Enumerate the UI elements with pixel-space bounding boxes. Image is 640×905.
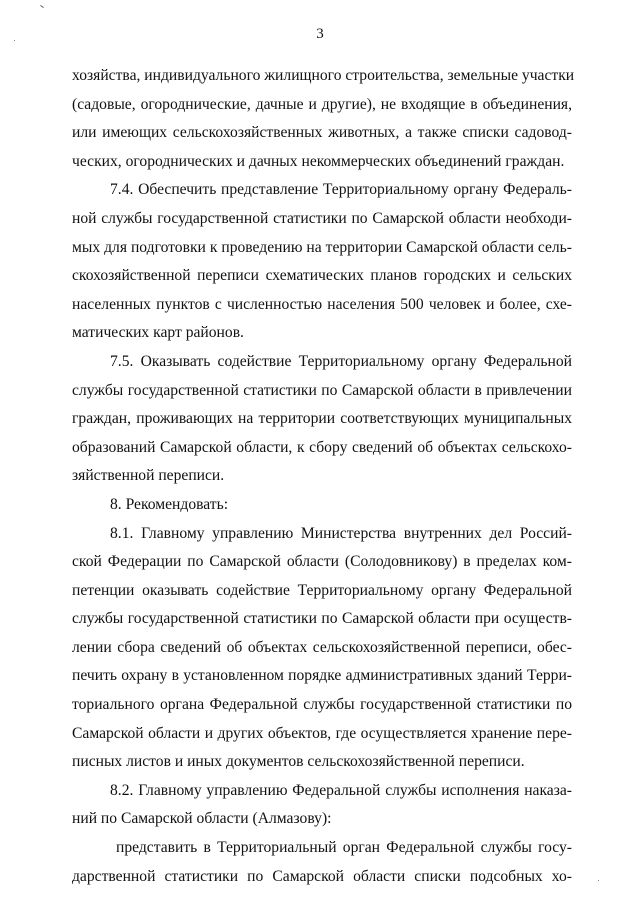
text-line: печить охрану в установленном порядке административных зданий Терри- <box>72 667 572 685</box>
text-line: хозяйства, индивидуального жилищного строительства, земельные участки <box>72 67 575 84</box>
text-line: населенных пунктов с численностью населения 500 человек и более, схе- <box>72 295 572 313</box>
paragraph-8-heading: 8. Рекомендовать: <box>110 495 229 513</box>
text-line: ториального органа Федеральной службы государственной статистики по <box>72 696 572 714</box>
text-line: образований Самарской области, к сбору сведений об объектах сельскохо- <box>72 438 572 456</box>
paragraph-8-2-sub-first-line: представить в Территориальный орган Федеральной службы госу- <box>116 839 572 857</box>
text-line: (садовые, огороднические, дачные и другие), не входящие в объединения, <box>72 95 572 113</box>
document-body <box>72 62 575 891</box>
scan-speck <box>40 5 44 8</box>
text-line: скохозяйственной переписи схематических планов городских и сельских <box>72 267 572 285</box>
text-line: дарственной статистики по Самарской области списки подсобных хо- <box>72 867 572 885</box>
text-line: ческих, огороднических и дачных некоммерческих объединений граждан. <box>72 152 565 170</box>
text-line: зяйственной переписи. <box>72 467 225 485</box>
text-line: мых для подготовки к проведению на территории Самарской области сель- <box>72 238 572 256</box>
text-line: лении сбора сведений об объектах сельскохозяйственной переписи, обес- <box>72 638 572 656</box>
text-line: службы государственной статистики по Самарской области при осуществ- <box>72 610 572 628</box>
text-line: ний по Самарской области (Алмазову): <box>72 810 332 828</box>
text-line: ной службы государственной статистики по Самарской области необходи- <box>72 209 572 227</box>
scan-speck <box>598 880 599 881</box>
paragraph-7-4-first-line: 7.4. Обеспечить представление Территориальному органу Федераль- <box>110 181 572 199</box>
paragraph-7-5-first-line: 7.5. Оказывать содействие Территориальному органу Федеральной <box>110 352 572 370</box>
page-number: 3 <box>316 26 324 42</box>
text-line: граждан, проживающих на территории соответствующих муниципальных <box>72 410 572 428</box>
text-line: матических карт районов. <box>72 324 244 342</box>
text-line: писных листов и иных документов сельскохозяйственной переписи. <box>72 753 525 771</box>
text-line: службы государственной статистики по Самарской области в привлечении <box>72 381 572 399</box>
text-line: ской Федерации по Самарской области (Солодовникову) в пределах ком- <box>72 553 572 571</box>
text-line: Самарской области и других объектов, где осуществляется хранение пере- <box>72 724 572 742</box>
text-line: или имеющих сельскохозяйственных животных, а также списки садовод- <box>72 124 572 142</box>
text-line: петенции оказывать содействие Территориальному органу Федеральной <box>72 581 572 599</box>
paragraph-8-2-first-line: 8.2. Главному управлению Федеральной службы исполнения наказа- <box>110 781 572 799</box>
paragraph-8-1-first-line: 8.1. Главному управлению Министерства внутренних дел Россий- <box>110 524 572 542</box>
